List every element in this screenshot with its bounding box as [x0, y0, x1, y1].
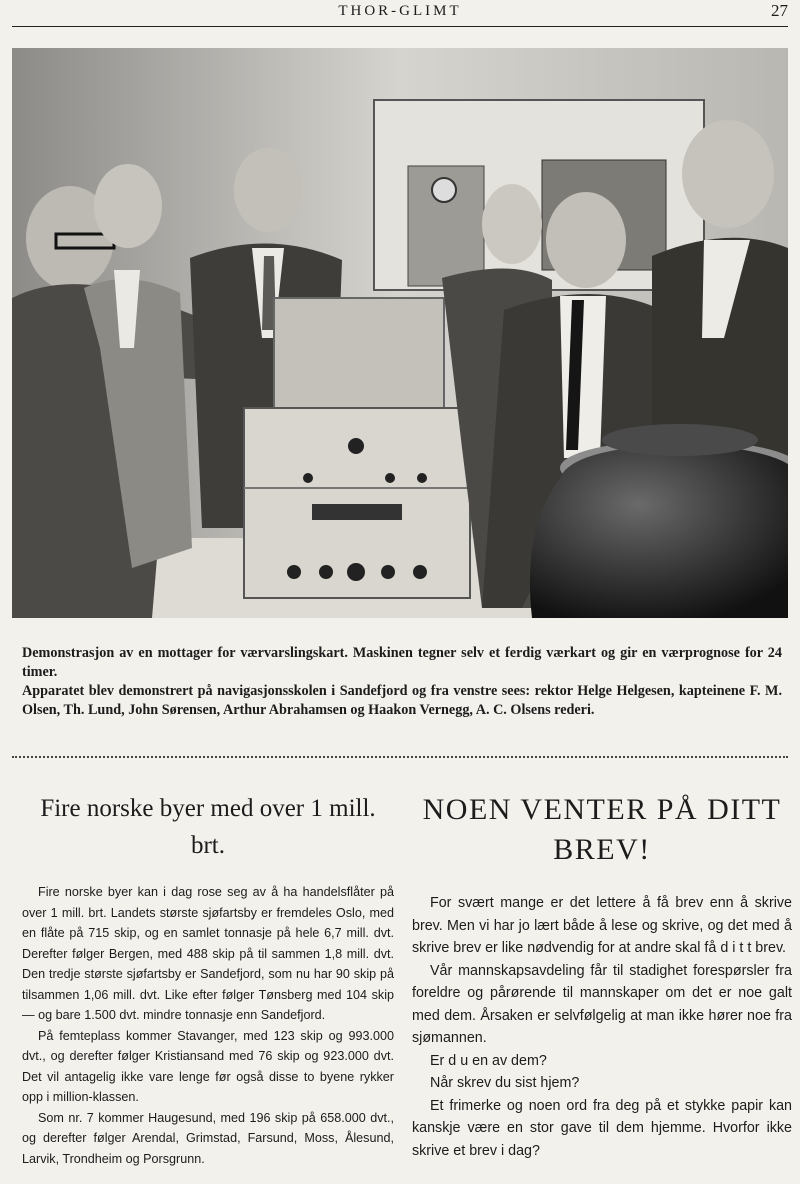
- caption-line-2: Apparatet blev demonstrert på navigasjonsskolen i Sandefjord og fra venstre sees: rektor Helge Helgesen, kapteinene F. M. Olsen, Th. Lund, John Sørensen, Arthur Abrahamsen og Haakon Vernegg, A. C. Olsens rederi.: [22, 683, 782, 718]
- magazine-title: THOR-GLIMT: [338, 3, 462, 19]
- article-left-title: Fire norske byer med over 1 mill. brt.: [40, 795, 376, 859]
- article-left-paragraph: Som nr. 7 kommer Haugesund, med 196 skip på 658.000 dvt., og derefter følger Arendal, Grimstad, Farsund, Moss, Ålesund, Larvik, Trondheim og Porsgrunn.: [22, 1110, 394, 1166]
- article-right-body: [412, 892, 792, 1162]
- article-right-paragraph: Når skrev du sist hjem?: [430, 1075, 580, 1091]
- article-left-paragraph: På femteplass kommer Stavanger, med 123 skip og 993.000 dvt., og derefter følger Kristiansand med 76 skip og 923.000 dvt. Det vil antagelig ikke vare lenge før også disse to byene rykker opp i million-klassen.: [22, 1028, 394, 1104]
- page-header: [12, 0, 788, 27]
- page-number: 27: [771, 1, 788, 20]
- photo: [12, 48, 788, 618]
- photo-illustration-icon: [12, 48, 788, 618]
- dotted-divider: [12, 756, 788, 758]
- article-right-paragraph: Et frimerke og noen ord fra deg på et stykke papir kan kanskje være en stor gave til dem hjemme. Hvorfor ikke skrive et brev i dag?: [412, 1097, 792, 1159]
- article-right-title: NOEN VENTER PÅ DITT BREV!: [422, 793, 782, 866]
- article-left-paragraph: Fire norske byer kan i dag rose seg av å ha handelsflåter på over 1 mill. brt. Landets største sjøfartsby er fremdeles Oslo, med en flåte på 715 skip, og en samlet tonnasje på hele 6,7 mill. dvt. Derefter følger Bergen, med 488 skip på til sammen 1,8 mill. dvt. Den tredje største sjøfartsby er Sandefjord, som nu har 90 skip på tilsammen 1,06 mill. dvt. Like efter følger Tønsberg med 104 skip — og bare 1.500 dvt. mindre tonnasje enn Sandefjord.: [22, 885, 394, 1022]
- article-left-body: [22, 882, 394, 1169]
- article-right-paragraph: Er d u en av dem?: [430, 1052, 547, 1069]
- article-right: [412, 790, 792, 1162]
- caption-line-1: Demonstrasjon av en mottager for værvarslingskart. Maskinen tegner selv et ferdig værkart og gir en værprognose for 24 timer.: [22, 645, 782, 680]
- article-left: [22, 790, 394, 1169]
- article-right-paragraph: For svært mange er det lettere å få brev enn å skrive brev. Men vi har jo lært både å lese og skrive, og det med å skrive brev er like nødvendig for at andre skal få d i t t brev.: [412, 895, 792, 956]
- article-right-paragraph: Vår mannskapsavdeling får til stadighet forespørsler fra foreldre og pårørende til mannskaper om det er noe galt med dem. Årsaken er selvfølgelig at man ikke hører noe fra sjømannen.: [412, 962, 792, 1046]
- photo-caption: [22, 644, 782, 720]
